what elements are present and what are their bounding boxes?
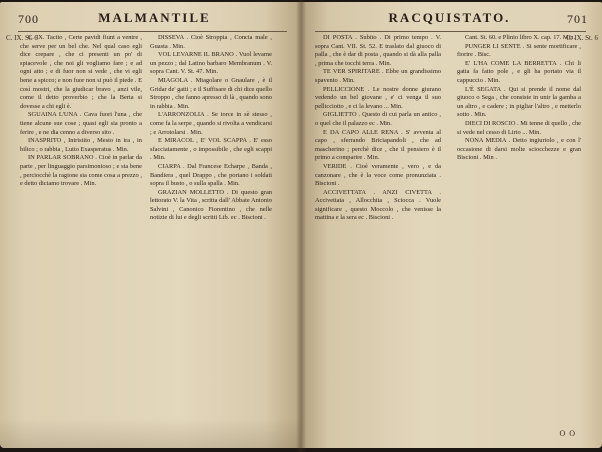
paragraph: E DA CAPO ALLE RENA . S' avventa al capo , sferrando Briciapandoli , che ad mascherino ; perchè dice , che il pensiero è il primo a comparire . Min. [315,128,441,162]
left-page-number: 700 [18,12,39,26]
left-page-header [18,10,287,30]
paragraph: VOL LEVARNE IL BRANO . Vuol levarne un pezzo ; dal Latino barbaro Membranum . V. sopra Cant. V. St. 47. Min. [150,51,272,76]
paragraph: Cant. St. 60. e Plinio libro X. cap. 17. Min. [465,34,576,41]
paragraph: C. IX. Tacito , Certe pavidi fiunt a ventre , che serve per un bel che. Nel qual caso egli dice crepare , che ci presenti un po' di spiacevole , che noi gli vogliamo fare ; e ad ogni atto ; e di fuor non si vede , che vi egli bene a spicco; e non fuor non si può il piede . E così mostri, che la giudicar bravo , anzi vile, come il detto proverbio ; che la Berta si dovesse a chi egli è. [20,34,142,110]
paragraph: GRAZIAN MOLLETTO . Di questo gran lettorato V. la Vita , scritta dall' Abbate Antonio Salvini , Canonico Fiorentino , che nelle notizie di lui e degli scritti Lib. ec . Biscioni . [150,188,272,222]
right-column-1 [315,34,441,434]
left-running-title: MALMANTILE [98,10,211,25]
paragraph: TE VER SPIRITARE . Ebbe un grandissimo spavento . Min. [315,68,441,84]
paragraph: L'È SEGATA . Qui si prende il nome dal giuoco o Sega , che consiste in unir la gamba a un altro , e cadere ; in pigliar l'altro , e metterlo sotto . Min. [457,85,581,119]
left-page [0,2,301,448]
paragraph: MIAGOLA . Miagolare o Gnaulare , è il Gridar de' gatti ; e il Suffisare di chi dice quello Stroppo , che fanno apresso di là , quando sono in rabbia . Min. [150,76,272,110]
paragraph: E MIRACOL , E' VOL SCAPPA . E' esso sfacciatamente , o impossibile , che egli scappi . Min. [150,137,272,162]
paragraph: ACCIVETTATA . ANZI CIVETTA . Accivettata , Allocchita , Sciocca . Vuole significare , questo Moccolo , che venisse la mattina e la sera ec . Biscioni . [315,188,441,222]
left-column-2 [150,34,272,434]
right-running-title: RACQUISTATO. [388,10,511,25]
right-header-rule [315,31,586,32]
right-margin-note: C. IX. St. 6 [566,34,598,42]
left-header-rule [18,31,287,32]
paragraph: INASPRITO , Intristito , Mesto in ira , in bilico ; o rabbia , Lutto Exasperatus . Min. [20,137,142,153]
paragraph: NONA MEDIA . Detto ingiuriolo , e con l' occasione di darsi molte sciocchezze e gran Biscioni . Min . [457,137,581,162]
paragraph: SGUAINA L'UNA . Cava fuori l'una , che tiene alcune sue cose ; quasi egli sia pronto a ferire , e ne dia cenno a diverso sito . [20,111,142,136]
paragraph: E' L'HA COME LA BERRETTA . Chi li gatta fa fatto pole , e gli ha portato via il cappuccio . Min. [457,59,581,84]
page-signature-mark: O O [559,429,576,438]
paragraph: IN PARLAR SOBRANO . Cioè in parlar da parte , per linguaggio parsimonioso ; e sta bene , perciocchè la ragione sia come cosa a prezzo , e detto diciamo trovare . Min. [20,154,142,188]
paragraph: GIGLIETTO . Questo di cui parla un antico , o quel che il palazzo ec . Min. [315,111,441,127]
paragraph: PUNGER LI SENTE . Si sente mortificare , fiorire . Bisc. [457,42,581,59]
left-column-1 [20,34,142,434]
paragraph: VERIDE . Cioè veramente , vero , e da canzonare , che è la voce come pronunziata . Biscioni . [315,162,441,188]
paragraph: PELLICCIONE . Le nostre donne giurano vedendo un bel giovane , e' ci venga il suo pellicciotto , e ci la levano ... Min. [315,85,441,110]
paragraph: DIECI DI ROSCIO . Mi tenne di quello , che si vede nel cesso di Lirio ... Min. [457,119,581,136]
paragraph: DI POSTA . Subito . Di primo tempo . V. sopra Cant. VII. St. 52. E traslato dal giuoco di palla , che è dar di posta , quando si dà alla palla , prima che tocchi terra . Min. [315,34,441,67]
right-page-number: 701 [567,12,588,26]
paragraph: CIARPA . Dal Francese Echarpe , Banda , Bandiera , quel Drappo , che portano i soldati sopra il busto , o sulla spalla . Min. [150,162,272,188]
paragraph: DISSEVA . Cioè Stroppia , Concia male , Guasta . Min. [150,34,272,50]
left-margin-note: C. IX. St. 6 [6,34,38,42]
right-column-2 [457,34,581,434]
right-page-header [315,10,588,30]
paragraph: L'ARRONZOLIA . Se torce in sè stesso , come fa la serpe , quando si rivolta a vendicarsi ; e Arrotolarsi . Min. [150,111,272,136]
right-page [301,2,602,448]
